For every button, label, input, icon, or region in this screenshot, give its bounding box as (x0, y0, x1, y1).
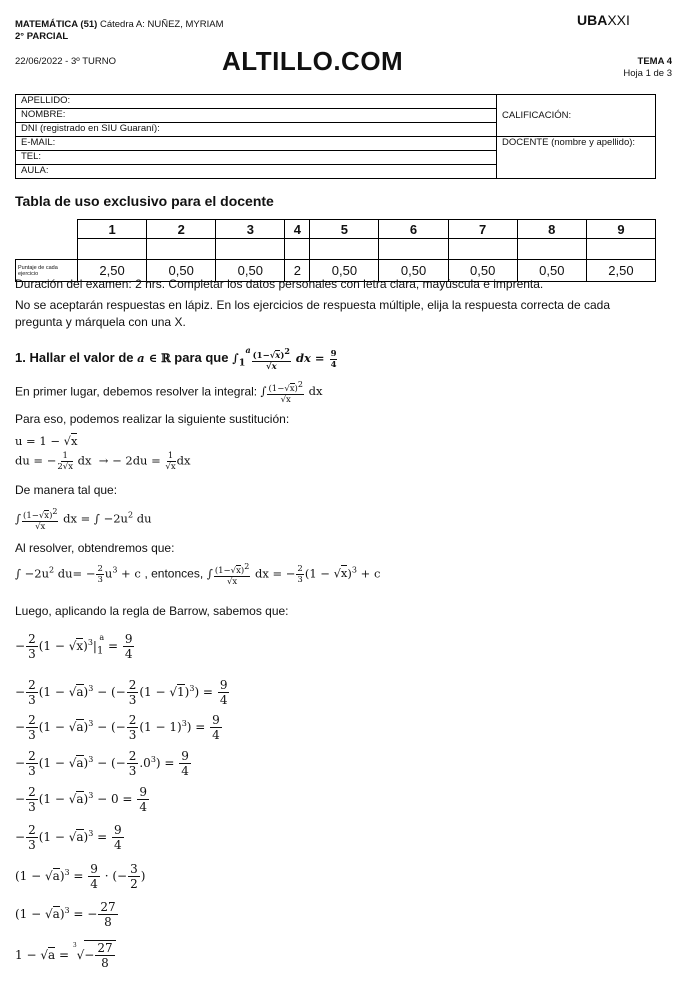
barrow-eq-9: 1 − √a = $^3$√− $\frac{27}{8}$ (15, 940, 116, 970)
course-name: MATEMÁTICA (51) (15, 19, 98, 30)
scores-table (15, 219, 656, 282)
barrow-eq-4: − $\frac{2}{3}$ $(1 - √a)^3$ − (− $\frac{2}{3}$ $.0^3$) = $\frac{9}{4}$ (15, 749, 189, 778)
uba-logo (577, 12, 630, 28)
sub-du: du = − $\frac{1}{2√x}$ dx → − 2du = $\frac{1}{√x}$ dx (15, 451, 191, 472)
course-header (15, 19, 224, 43)
apellido-field[interactable]: APELLIDO: (16, 95, 497, 109)
score-cell[interactable] (448, 239, 517, 260)
col-header: 4 (285, 220, 310, 239)
step-substitution-text: Para eso, podemos realizar la siguiente sustitución: (15, 412, 290, 426)
calificacion-field[interactable]: CALIFICACIÓN: (497, 95, 656, 137)
dni-field[interactable]: DNI (registrado en SIU Guaraní): (16, 123, 497, 137)
tema-info (623, 56, 672, 80)
score-cell[interactable] (285, 239, 310, 260)
barrow-eq-6: − $\frac{2}{3}$ $(1 - √a)^3$ = $\frac{9}{4}$ (15, 823, 122, 852)
barrow-eq-2: − $\frac{2}{3}$ $(1 - √a)^3$ − (− $\frac{2}{3}$ $(1 - √1)^3$) = $\frac{9}{4}$ (15, 678, 228, 707)
eq-antiderivative: ∫ $-2u^2$ du= − $\frac{2}{3}$ $u^3 + c$ , entonces, ∫ $\frac{(1-√x)^2}{√x}$ dx = − $\frac{2}{3}$ $(1 - √x)^3 + c$ (15, 562, 381, 587)
score-cell[interactable] (517, 239, 586, 260)
col-header: 7 (448, 220, 517, 239)
score-cell[interactable] (310, 239, 379, 260)
score-cell[interactable] (147, 239, 216, 260)
docente-field[interactable]: DOCENTE (nombre y apellido): (497, 137, 656, 179)
tel-field[interactable]: TEL: (16, 151, 497, 165)
col-header: 3 (216, 220, 285, 239)
col-header: 8 (517, 220, 586, 239)
points-value: 2,50 (78, 260, 147, 282)
barrow-eq-5: − $\frac{2}{3}$ $(1 - √a)^3 - 0$ = $\frac{9}{4}$ (15, 785, 147, 814)
score-cell[interactable] (379, 239, 448, 260)
tema-label: TEMA 4 (637, 56, 672, 67)
barrow-eq-7: $(1 - √a)^3$ = $\frac{9}{4}$ · (− $\frac{3}{2}$ ) (15, 862, 146, 891)
instructions-rules: No se aceptarán respuestas en lápiz. En los ejercicios de respuesta múltiple, elija la respuesta correcta de cada pregunta y márquela con una X. (15, 298, 610, 329)
points-value: 2,50 (586, 260, 655, 282)
scores-table-title: Tabla de uso exclusivo para el docente (15, 193, 274, 209)
barrow-eq-1: − $\frac{2}{3}$ $(1 - √x)^3|_1^a$ = $\frac{9}{4}$ (15, 632, 133, 661)
points-value: 0,50 (216, 260, 285, 282)
exam-name: 2° PARCIAL (15, 31, 69, 42)
points-value: 2 (285, 260, 310, 282)
page-number: Hoja 1 de 3 (623, 68, 672, 79)
uba-logo-suffix: XXI (607, 12, 630, 28)
barrow-eq-3: − $\frac{2}{3}$ $(1 - √a)^3$ − (− $\frac{2}{3}$ $(1 - 1)^3$) = $\frac{9}{4}$ (15, 713, 220, 742)
aula-field[interactable]: AULA: (16, 165, 497, 179)
catedra: Cátedra A: NUÑEZ, MYRIAM (99, 19, 224, 30)
sub-u: u = 1 − √x (15, 434, 78, 448)
exam-date: 22/06/2022 - 3º TURNO (15, 56, 116, 67)
scores-header-row (16, 220, 656, 239)
scores-empty-row (16, 239, 656, 260)
col-header: 2 (147, 220, 216, 239)
points-value: 0,50 (517, 260, 586, 282)
col-header: 5 (310, 220, 379, 239)
step-resolve-text: Al resolver, obtendremos que: (15, 541, 175, 555)
email-field[interactable]: E-MAIL: (16, 137, 497, 151)
score-cell[interactable] (586, 239, 655, 260)
step-such-that-text: De manera tal que: (15, 483, 118, 497)
points-value: 0,50 (379, 260, 448, 282)
step-integral-text: En primer lugar, debemos resolver la integral: ∫ $\frac{(1-√x)^2}{√x}$ dx (15, 380, 323, 405)
instructions-duration: Duración del examen: 2 hrs. Completar los datos personales con letra clara, mayúscula e imprenta. (15, 277, 544, 291)
brand-logo: ALTILLO.COM (222, 46, 404, 76)
eq-substituted: ∫ $\frac{(1-√x)^2}{√x}$ dx = ∫ $-2u^2$ du (15, 507, 152, 532)
col-header: 9 (586, 220, 655, 239)
col-header: 1 (78, 220, 147, 239)
barrow-eq-8: $(1 - √a)^3$ = − $\frac{27}{8}$ (15, 900, 116, 929)
col-header: 6 (379, 220, 448, 239)
student-form (15, 94, 656, 179)
points-value: 0,50 (448, 260, 517, 282)
step-barrow-text: Luego, aplicando la regla de Barrow, sabemos que: (15, 604, 289, 618)
question-1-title: 1. Hallar el valor de a ∈ ℝ para que $\int_1^a$ $\frac{(1-√x)^2}{√x}$ dx = $\frac{9}{4}$ (15, 345, 337, 372)
score-cell[interactable] (78, 239, 147, 260)
score-cell[interactable] (216, 239, 285, 260)
row-label: Puntaje de cada ejercicio (16, 260, 78, 282)
uba-logo-main: UBA (577, 12, 608, 28)
points-value: 0,50 (310, 260, 379, 282)
nombre-field[interactable]: NOMBRE: (16, 109, 497, 123)
points-value: 0,50 (147, 260, 216, 282)
